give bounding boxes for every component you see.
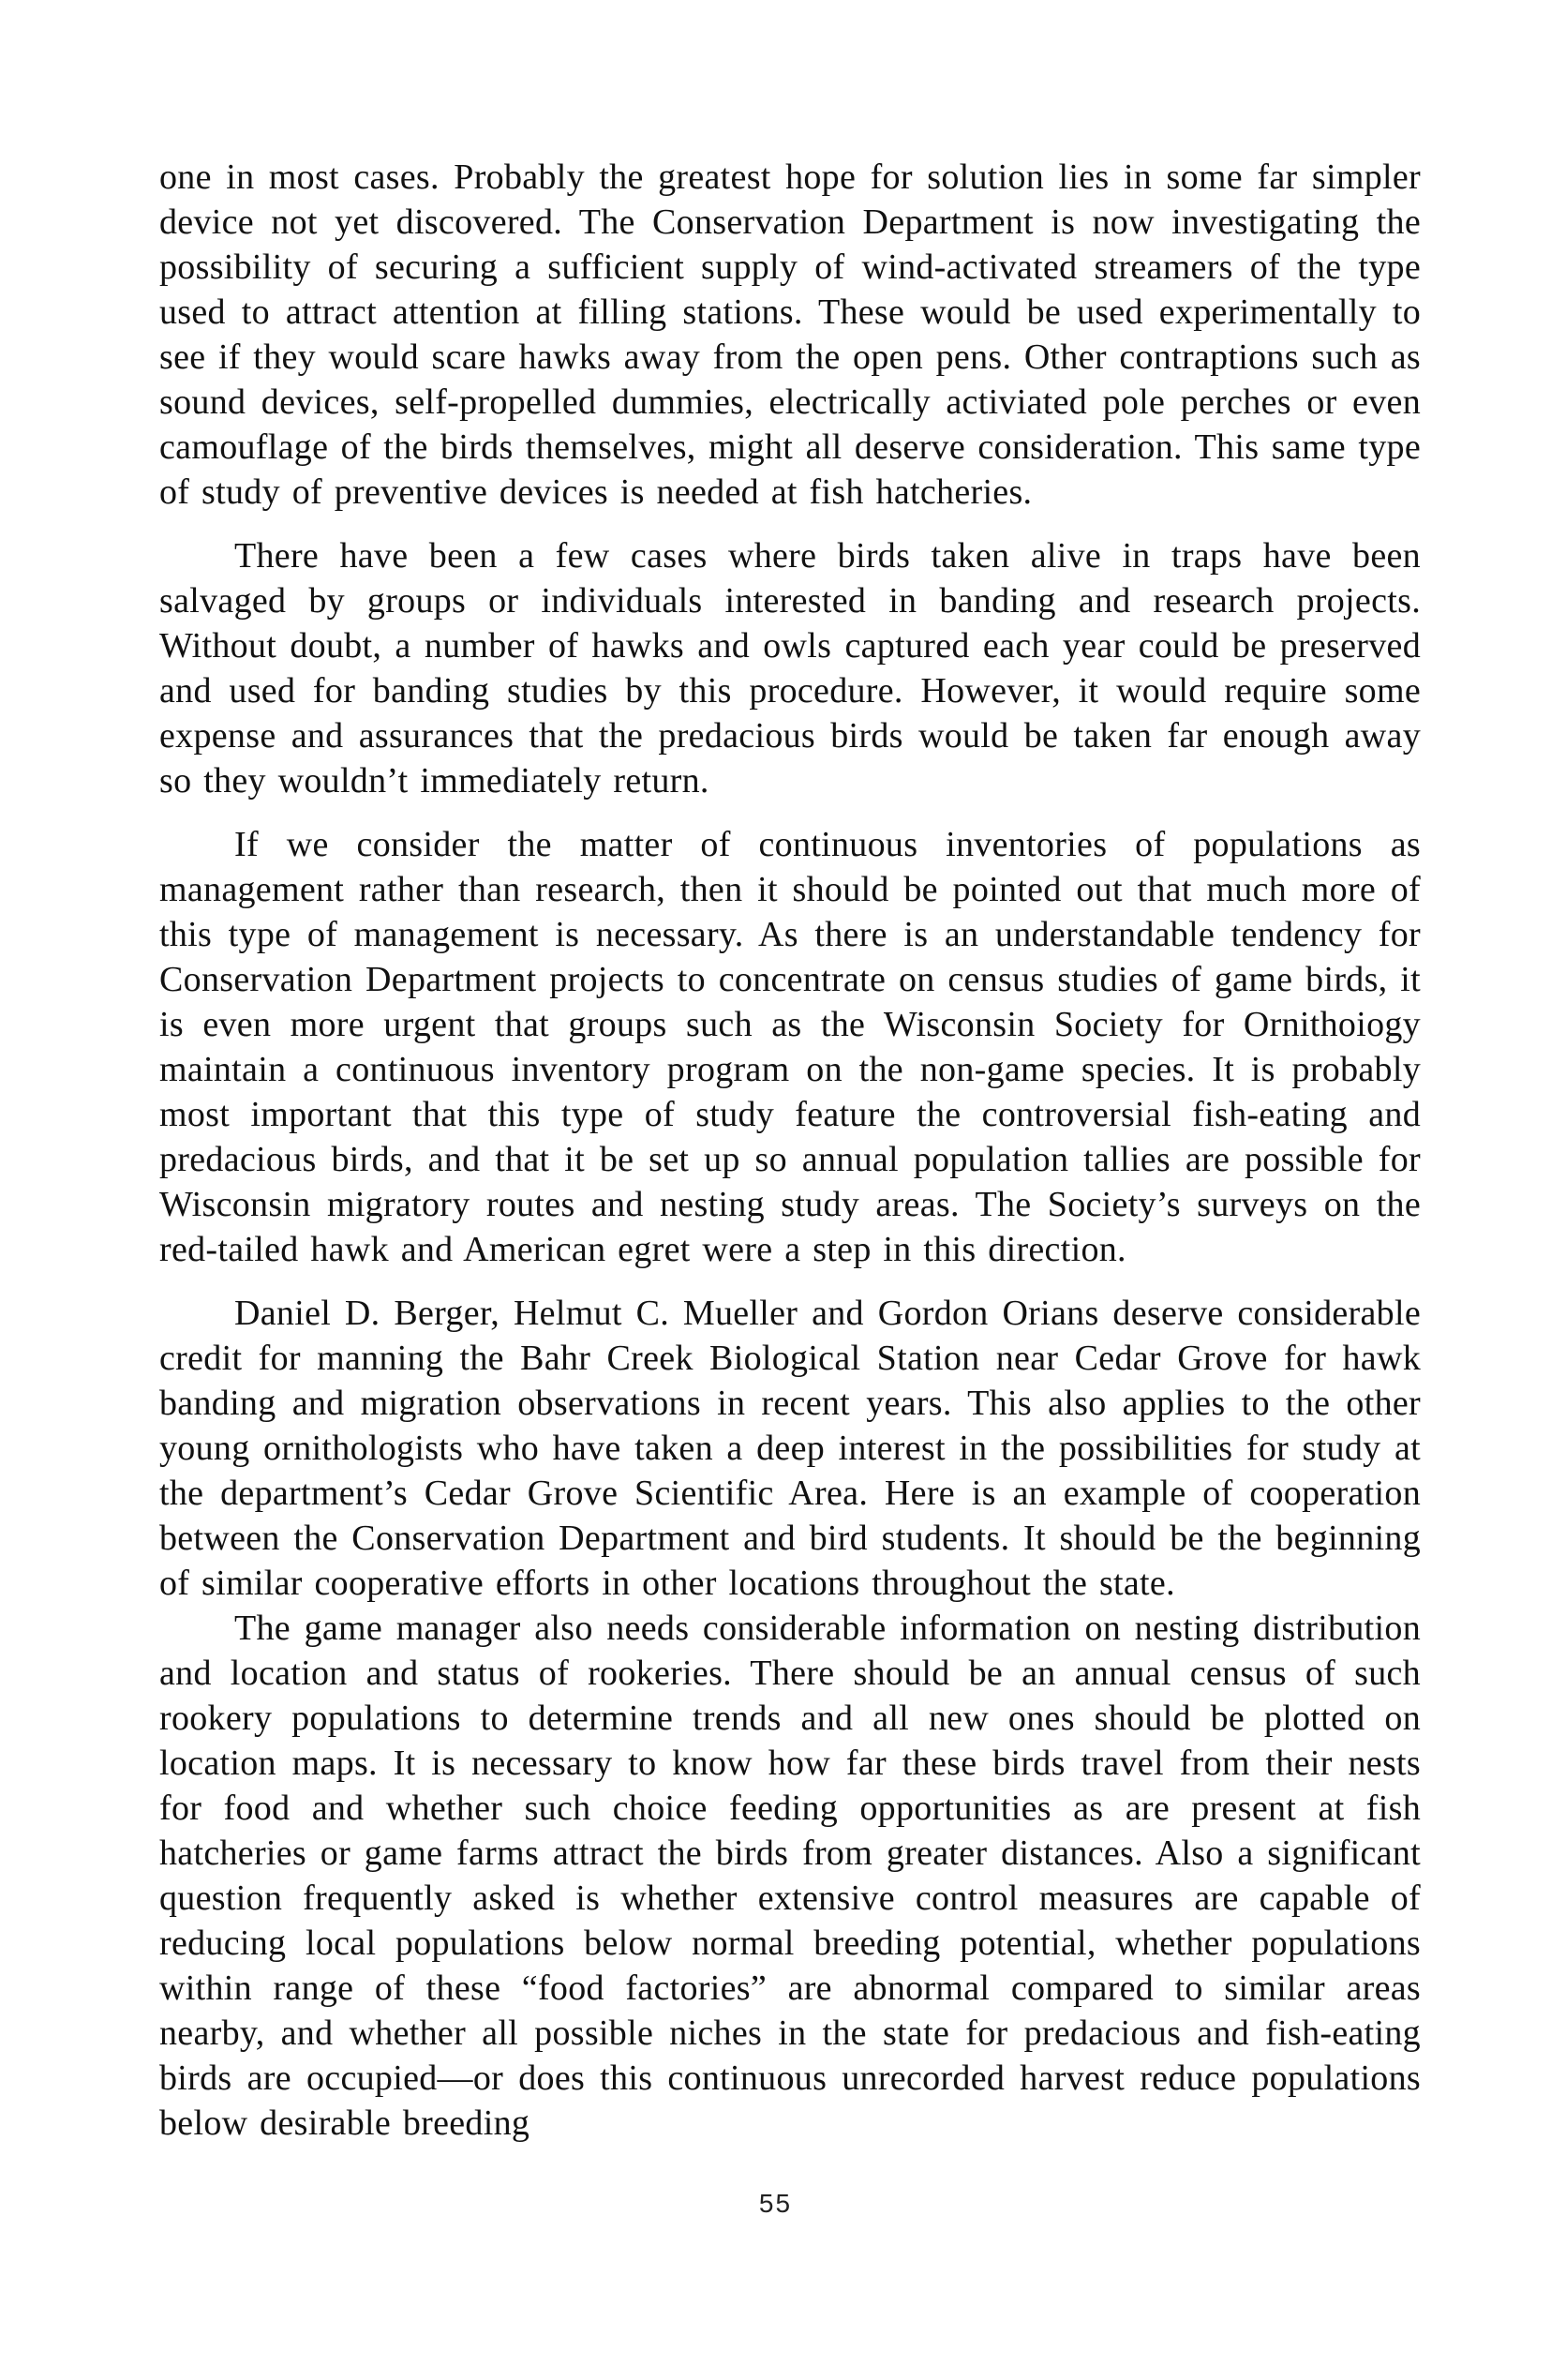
page-number: 55 <box>758 2189 793 2218</box>
paragraph-cedar-grove-station: Daniel D. Berger, Helmut C. Mueller and Gordon Orians deserve considerable credit for manning the Bahr Creek Biological Station near Cedar Grove for hawk banding and migration observations in recent years. This also applies to the other young ornithologists who have taken a deep interest in the possibilities for study at the department’s Cedar Grove Scientific Area. Here is an example of cooperation between the Conservation Department and bird students. It should be the beginning of similar cooperative efforts in other locations throughout the state. <box>159 1294 1421 1603</box>
paragraph-banding-salvage: There have been a few cases where birds taken alive in traps have been salvaged by groups or individuals interested in banding and research projects. Without doubt, a number of hawks and owls captured each year could be preserved and used for banding studies by this procedure. However, it would require some expense and assurances that the predacious birds would be taken far enough away so they wouldn’t immediately return. <box>159 536 1421 801</box>
paragraph-continuous-inventories: If we consider the matter of continuous inventories of populations as management rather than research, then it should be pointed out that much more of this type of management is necessary. As there is an understandable tendency for Conservation Department projects to concentrate on census studies of game birds, it is even more urgent that groups such as the Wisconsin Society for Ornithoiogy maintain a continuous inventory program on the non-game species. It is probably most important that this type of study feature the controversial fish-eating and predacious birds, and that it be set up so annual population tallies are possible for Wisconsin migratory routes and nesting study areas. The Society’s surveys on the red-tailed hawk and American egret were a step in this direction. <box>159 825 1421 1269</box>
body-text <box>159 155 1421 2146</box>
paragraph-game-manager-information: The game manager also needs considerable information on nesting distribution and location and status of rookeries. There should be an annual census of such rookery populations to determine trends and all new ones should be plotted on location maps. It is necessary to know how far these birds travel from their nests for food and whether such choice feeding opportunities as are present at fish hatcheries or game farms attract the birds from greater distances. Also a significant question frequently asked is whether extensive control measures are capable of reducing local populations below normal breeding potential, whether populations within range of these “food factories” are abnormal compared to similar areas nearby, and whether all possible niches in the state for predacious and fish-eating birds are occupied—or does this continuous unrecorded harvest reduce populations below desirable breeding <box>159 1609 1421 2143</box>
paragraph-preventive-devices: one in most cases. Probably the greatest hope for solution lies in some far simpler device not yet discovered. The Conservation Department is now investigating the possibility of securing a sufficient supply of wind-activated streamers of the type used to attract attention at filling stations. These would be used experimentally to see if they would scare hawks away from the open pens. Other contraptions such as sound devices, self-propelled dummies, electrically activiated pole perches or even camouflage of the birds themselves, might all deserve consideration. This same type of study of preventive devices is needed at fish hatcheries. <box>159 157 1421 512</box>
